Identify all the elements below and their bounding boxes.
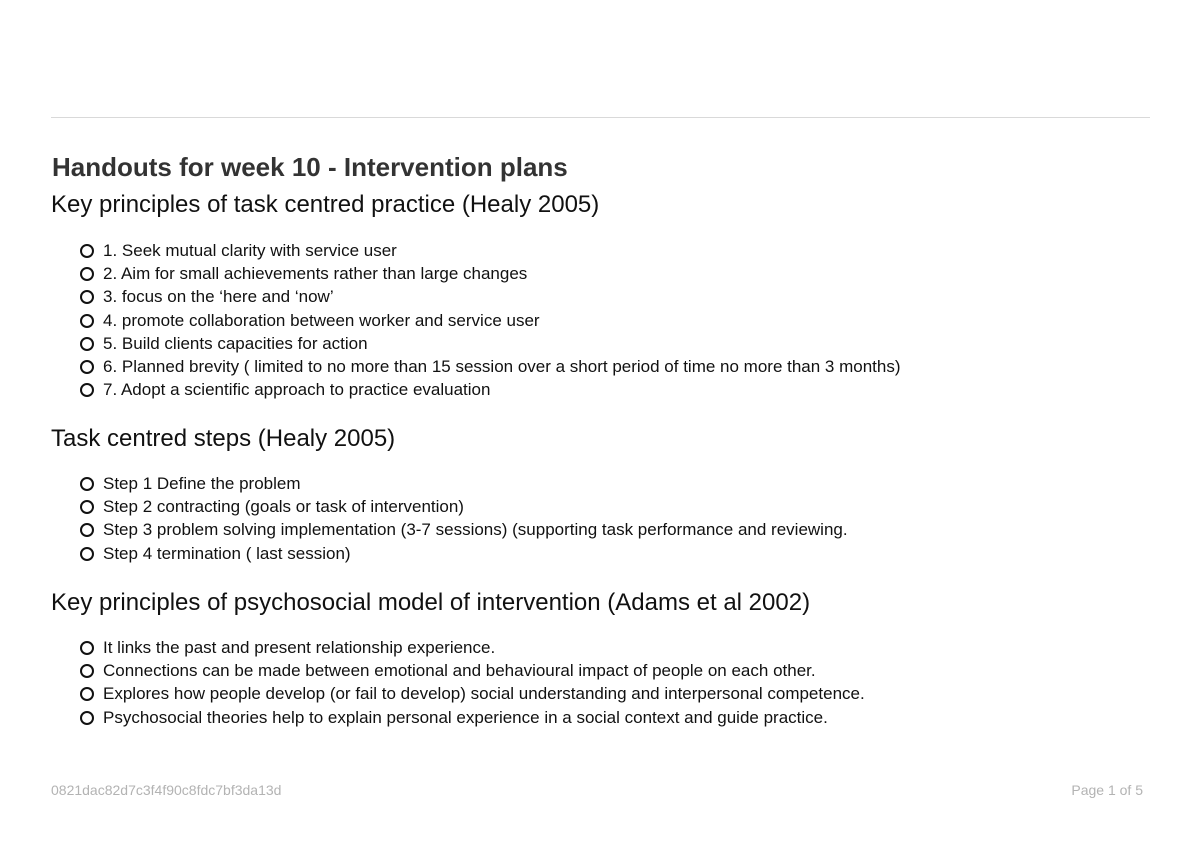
list-item <box>80 239 901 262</box>
hollow-circle-bullet-icon <box>80 687 94 701</box>
list-item <box>80 495 848 518</box>
list-item-text: Step 1 Define the problem <box>103 474 301 493</box>
list-item <box>80 309 901 332</box>
list-item-text: 2. Aim for small achievements rather than large changes <box>103 264 528 284</box>
list-item-text: 6. Planned brevity ( limited to no more than 15 session over a short period of time no more than 3 months) <box>103 356 901 376</box>
list-item <box>80 542 848 565</box>
hollow-circle-bullet-icon <box>80 337 94 351</box>
list-item-text: 4. promote collaboration between worker and service user <box>103 310 540 330</box>
hollow-circle-bullet-icon <box>80 711 94 725</box>
psychosocial-principles-list <box>80 636 865 729</box>
hollow-circle-bullet-icon <box>80 383 94 397</box>
footer-page-number: Page 1 of 5 <box>1071 782 1143 798</box>
list-item <box>80 659 865 682</box>
list-item-text: Explores how people develop (or fail to develop) social understanding and interpersonal competence. <box>103 684 865 704</box>
list-item <box>80 285 901 308</box>
list-item <box>80 518 848 541</box>
section-heading-psychosocial-model: Key principles of psychosocial model of intervention (Adams et al 2002) <box>51 589 811 616</box>
list-item-text: Step 2 contracting (goals or task of intervention) <box>103 497 464 517</box>
hollow-circle-bullet-icon <box>80 477 94 491</box>
hollow-circle-bullet-icon <box>80 267 94 281</box>
list-item <box>80 636 865 659</box>
list-item-text: 7. Adopt a scientific approach to practice evaluation <box>103 380 491 400</box>
list-item-text: 1. Seek mutual clarity with service user <box>103 241 397 260</box>
list-item-text: Connections can be made between emotional and behavioural impact of people on each other. <box>103 661 816 681</box>
section-heading-task-centred-principles: Key principles of task centred practice (Healy 2005) <box>51 191 600 218</box>
hollow-circle-bullet-icon <box>80 244 94 258</box>
hollow-circle-bullet-icon <box>80 500 94 514</box>
hollow-circle-bullet-icon <box>80 360 94 374</box>
list-item-text: It links the past and present relationship experience. <box>103 638 496 657</box>
list-item <box>80 472 848 495</box>
list-item-text: 5. Build clients capacities for action <box>103 333 368 353</box>
hollow-circle-bullet-icon <box>80 664 94 678</box>
hollow-circle-bullet-icon <box>80 547 94 561</box>
list-item-text: 3. focus on the ‘here and ‘now’ <box>103 287 334 307</box>
hollow-circle-bullet-icon <box>80 314 94 328</box>
hollow-circle-bullet-icon <box>80 523 94 537</box>
footer-document-id: 0821dac82d7c3f4f90c8fdc7bf3da13d <box>51 782 282 798</box>
hollow-circle-bullet-icon <box>80 290 94 304</box>
list-item <box>80 682 865 705</box>
task-centred-principles-list <box>80 239 901 401</box>
document-title: Handouts for week 10 - Intervention plans <box>52 152 568 182</box>
header-divider <box>51 117 1150 118</box>
list-item-text: Step 4 termination ( last session) <box>103 543 351 563</box>
task-centred-steps-list <box>80 472 848 565</box>
list-item-text: Psychosocial theories help to explain personal experience in a social context and guide practice. <box>103 707 828 727</box>
list-item <box>80 355 901 378</box>
list-item-text: Step 3 problem solving implementation (3-7 sessions) (supporting task performance and reviewing. <box>103 520 848 540</box>
list-item <box>80 262 901 285</box>
hollow-circle-bullet-icon <box>80 641 94 655</box>
list-item <box>80 706 865 729</box>
list-item <box>80 378 901 401</box>
section-heading-task-centred-steps: Task centred steps (Healy 2005) <box>51 425 396 452</box>
list-item <box>80 332 901 355</box>
